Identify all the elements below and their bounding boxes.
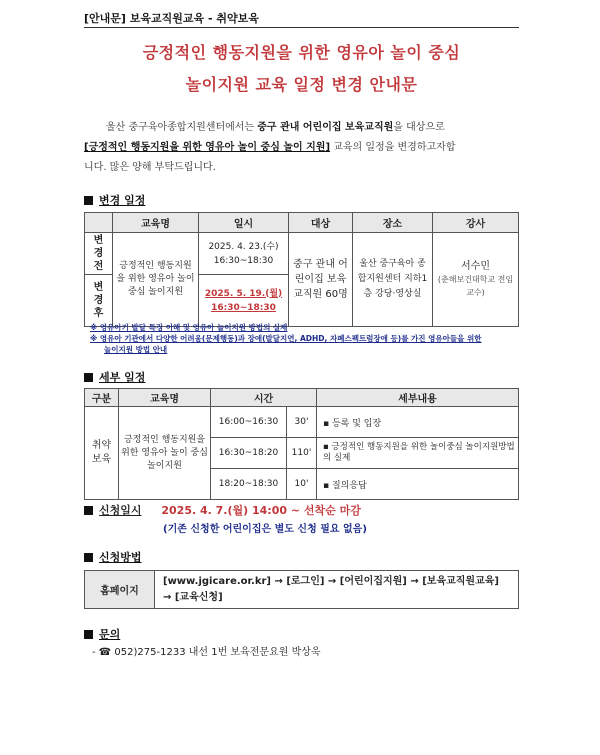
- course-name-cell: 긍정적인 행동지원을 위한 영유아 놀이 중심 놀이지원: [113, 233, 199, 327]
- section-apply-heading: [84, 502, 361, 518]
- note-2: ※ 영유아 기관에서 다양한 어려움(문제행동)과 장애(발달지연, ADHD, 자폐스펙트럼장애 등)를 가진 영유아들을 위한: [90, 334, 482, 343]
- date-after-date: 2025. 5. 19.(월): [204, 288, 283, 299]
- col-header-target: 대상: [289, 213, 353, 233]
- col-header-course: 교육명: [113, 213, 199, 233]
- method-table: [84, 570, 519, 609]
- lecturer-name: 서수민: [461, 261, 490, 272]
- section-change-heading: [84, 192, 145, 208]
- category-text: 취약보육: [91, 440, 112, 465]
- intro-text-1: 울산 중구육아종합지원센터에서는: [106, 122, 258, 133]
- place-cell: 울산 중구육아 종합지원센터 지하1층 강당·영상실: [353, 233, 433, 327]
- square-bullet-icon: [84, 373, 93, 382]
- apply-date: 2025. 4. 7.(월) 14:00 ~ 선착순 마감: [161, 504, 361, 517]
- duration-cell-1: 30': [287, 407, 317, 438]
- section-method-title: 신청방법: [99, 551, 142, 564]
- time-cell-2: 16:30~18:20: [211, 438, 287, 469]
- col-header-lecturer: 강사: [433, 213, 519, 233]
- duration-cell-3: 10': [287, 469, 317, 500]
- header-tag: [안내문] 보육교직원교육 - 취약보육: [84, 12, 259, 25]
- section-change-title: 변경 일정: [99, 194, 146, 207]
- square-bullet-icon: [84, 196, 93, 205]
- content-cell-3: ▪ 질의응답: [317, 469, 519, 500]
- intro-paragraph: [84, 118, 524, 178]
- row-tag-after: [85, 275, 113, 327]
- square-bullet-icon: [84, 630, 93, 639]
- col-header-course: 교육명: [119, 389, 211, 407]
- content-cell-1: ▪ 등록 및 입장: [317, 407, 519, 438]
- notes-block: [90, 322, 530, 355]
- tag-after-text: 변경후: [93, 282, 104, 319]
- date-before-cell: 2025. 4. 23.(수) 16:30~18:30: [199, 233, 289, 275]
- duration-cell-2: 110': [287, 438, 317, 469]
- contact-line: - ☎ 052)275-1233 내선 1번 보육전문요원 박상욱: [92, 647, 321, 658]
- method-steps: [155, 571, 519, 609]
- detail-schedule-table: [84, 388, 519, 500]
- col-header-datetime: 일시: [199, 213, 289, 233]
- intro-target: 중구 관내 어린이집 보육교직원: [257, 122, 394, 133]
- method-label: 홈페이지: [85, 571, 155, 609]
- date-after-time: 16:30~18:30: [211, 302, 276, 313]
- title-line-1: 긍정적인 행동지원을 위한 영유아 놀이 중심: [142, 43, 461, 62]
- detail-course-cell: 긍정적인 행동지원을 위한 영유아 놀이 중심 놀이지원: [119, 407, 211, 500]
- col-header-category: 구분: [85, 389, 119, 407]
- intro-text-4: 니다. 많은 양해 부탁드립니다.: [84, 162, 216, 173]
- col-header-content: 세부내용: [317, 389, 519, 407]
- method-steps-line-2: → [교육신청]: [163, 591, 223, 603]
- square-bullet-icon: [84, 553, 93, 562]
- lecturer-cell: [433, 233, 519, 327]
- apply-note: (기존 신청한 어린이집은 별도 신청 필요 없음): [163, 524, 367, 535]
- section-detail-heading: [84, 369, 145, 385]
- note-3: 놀이지원 방법 안내: [104, 345, 168, 354]
- change-schedule-table: [84, 212, 519, 327]
- col-header-time: 시간: [211, 389, 317, 407]
- section-detail-title: 세부 일정: [99, 371, 146, 384]
- section-method-heading: [84, 549, 142, 565]
- target-cell: 중구 관내 어린이집 보육교직원 60명: [289, 233, 353, 327]
- note-1: ※ 영유아기 발달 특징 이해 및 영유아 놀이지원 방법의 실제: [90, 323, 288, 332]
- date-after-cell: [199, 275, 289, 327]
- title-line-2: 놀이지원 교육 일정 변경 안내문: [185, 75, 418, 94]
- lecturer-affiliation: (춘해보건대학교 전임교수): [437, 275, 514, 297]
- section-contact-heading: [84, 626, 120, 642]
- row-tag-before: [85, 233, 113, 275]
- tag-before-text: 변경전: [93, 235, 104, 272]
- table-corner: [85, 213, 113, 233]
- section-contact-title: 문의: [99, 628, 121, 641]
- method-steps-line-1: [www.jgicare.or.kr] → [로그인] → [어린이집지원] → [보육교직원교육]: [163, 575, 499, 587]
- square-bullet-icon: [84, 506, 93, 515]
- time-cell-1: 16:00~16:30: [211, 407, 287, 438]
- header-divider: [84, 27, 519, 28]
- time-cell-3: 18:20~18:30: [211, 469, 287, 500]
- section-apply-title: 신청일시: [99, 504, 142, 517]
- content-cell-2: ▪ 긍정적인 행동지원을 위한 놀이중심 놀이지원방법의 실제: [317, 438, 519, 469]
- intro-course-name: [긍정적인 행동지원을 위한 영유아 놀이 중심 놀이 지원]: [84, 142, 331, 153]
- intro-text-3: 교육의 일정을 변경하고자합: [330, 142, 456, 153]
- col-header-place: 장소: [353, 213, 433, 233]
- category-cell: [85, 407, 119, 500]
- intro-text-2: 을 대상으로: [393, 122, 445, 133]
